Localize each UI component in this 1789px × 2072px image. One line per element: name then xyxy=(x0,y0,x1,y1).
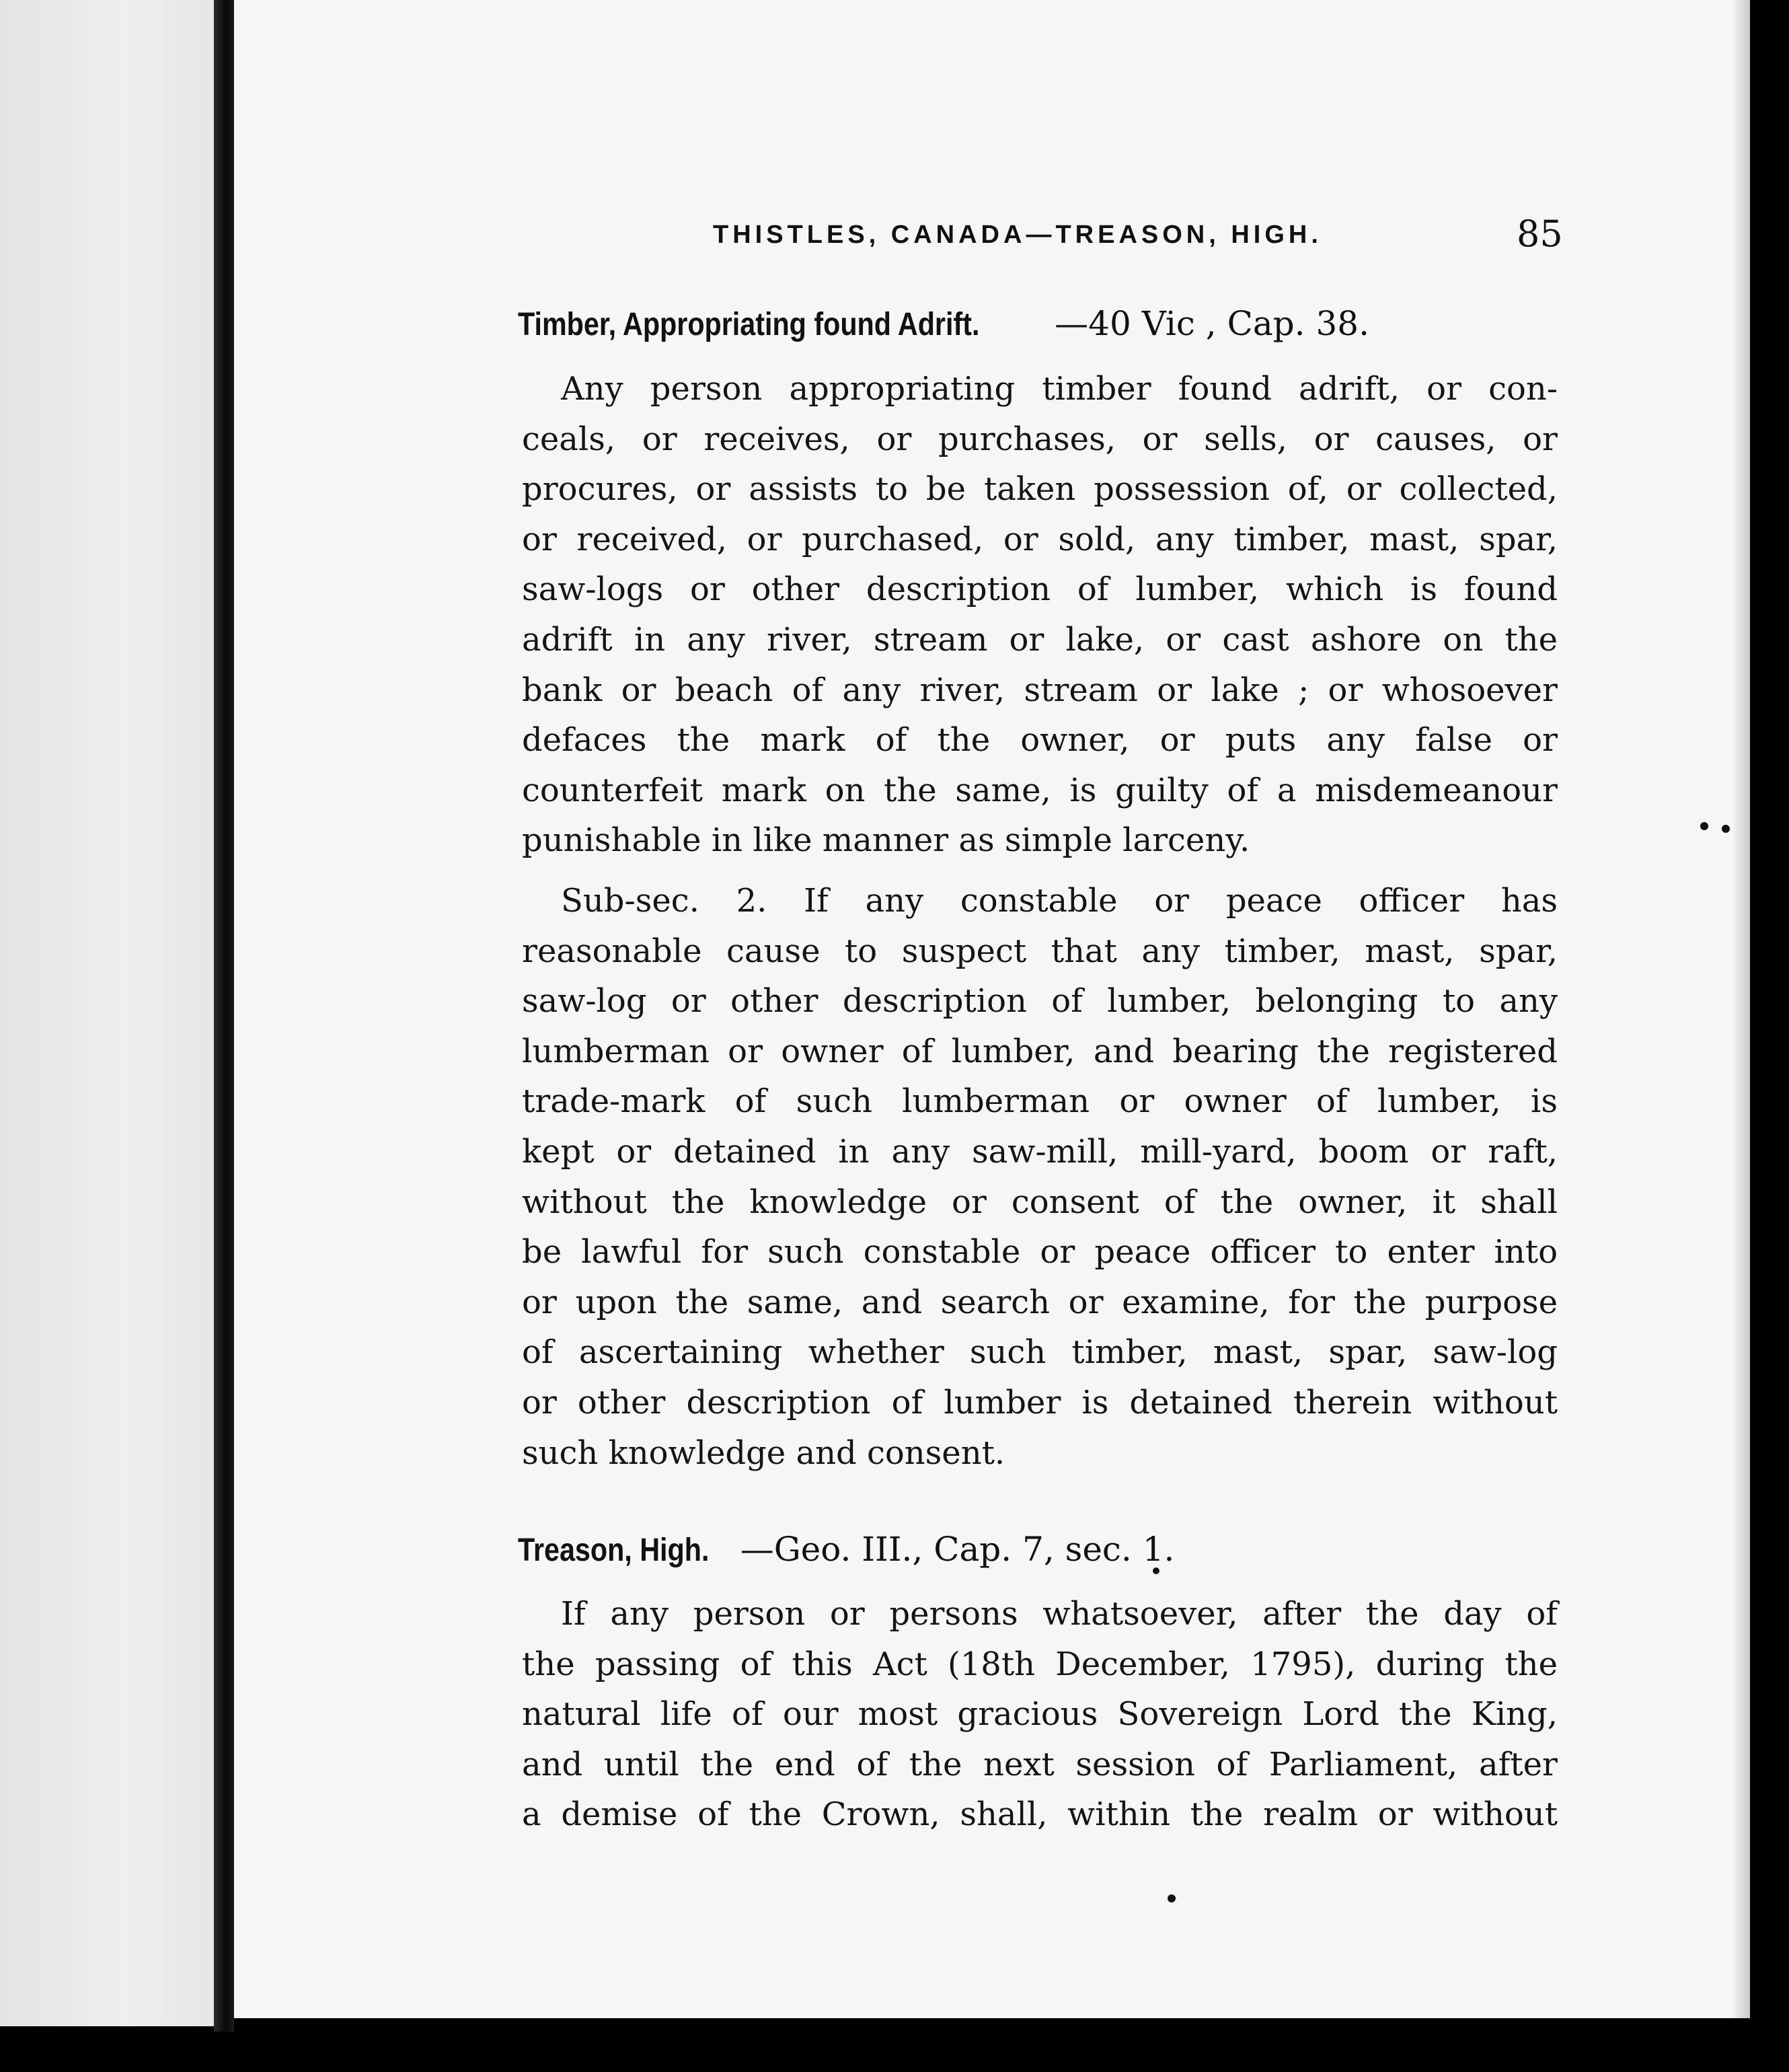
section-title: Timber, Appropriating found Adrift. xyxy=(518,307,980,342)
section-heading-treason xyxy=(518,1530,1174,1569)
section-title: Treason, High. xyxy=(518,1532,710,1568)
paragraph-timber-2 xyxy=(522,876,1558,1478)
ink-speck xyxy=(1168,1894,1176,1902)
text-line: reasonable cause to suspect that any timber, mast, spar, xyxy=(522,932,1558,970)
text-line: counterfeit mark on the same, is guilty of a misdemeanour xyxy=(522,771,1558,809)
paragraph-timber-1 xyxy=(522,364,1558,866)
text-line: kept or detained in any saw-mill, mill-yard, boom or raft, xyxy=(522,1132,1558,1171)
page-number: 85 xyxy=(1517,213,1563,255)
ink-speck xyxy=(1722,825,1730,833)
text-line: natural life of our most gracious Sovereign Lord the King, xyxy=(522,1695,1558,1734)
text-line: Any person appropriating timber found adrift, or con- xyxy=(561,370,1558,408)
section-citation: —Geo. III., Cap. 7, sec. 1. xyxy=(740,1530,1175,1569)
text-line: procures, or assists to be taken possession of, or collected, xyxy=(522,470,1558,509)
text-line: a demise of the Crown, shall, within the realm or without xyxy=(522,1796,1558,1834)
text-line: ceals, or receives, or purchases, or sells, or causes, or xyxy=(522,420,1558,458)
text-line: adrift in any river, stream or lake, or cast ashore on the xyxy=(522,620,1558,659)
section-citation: —40 Vic , Cap. 38. xyxy=(1055,304,1369,343)
page-edge-shadow xyxy=(1734,0,1750,2018)
book-gutter xyxy=(214,0,234,2032)
ink-speck xyxy=(1700,822,1708,830)
paragraph-treason-1 xyxy=(522,1589,1558,1840)
text-line: punishable in like manner as simple larceny. xyxy=(522,821,1250,860)
text-line: lumberman or owner of lumber, and bearing the registered xyxy=(522,1032,1558,1070)
text-line: without the knowledge or consent of the owner, it shall xyxy=(522,1183,1558,1221)
text-line: If any person or persons whatsoever, after the day of xyxy=(561,1595,1558,1633)
text-line: or other description of lumber is detained therein without xyxy=(522,1383,1558,1421)
text-line: be lawful for such constable or peace officer to enter into xyxy=(522,1233,1558,1271)
text-line: such knowledge and consent. xyxy=(522,1434,1005,1472)
text-line: saw-logs or other description of lumber, which is found xyxy=(522,570,1558,609)
text-line: or upon the same, and search or examine, for the purpose xyxy=(522,1283,1558,1321)
text-line: the passing of this Act (18th December, 1795), during the xyxy=(522,1645,1558,1683)
running-head: THISTLES, CANADA—TREASON, HIGH. xyxy=(713,221,1322,249)
text-line: trade-mark of such lumberman or owner of lumber, is xyxy=(522,1082,1558,1121)
text-line: and until the end of the next session of Parliament, after xyxy=(522,1745,1558,1783)
text-line: of ascertaining whether such timber, mast, spar, saw-log xyxy=(522,1333,1558,1372)
left-page-margin xyxy=(0,0,214,2026)
text-line: Sub-sec. 2. If any constable or peace officer has xyxy=(561,882,1558,920)
text-line: or received, or purchased, or sold, any timber, mast, spar, xyxy=(522,520,1558,558)
text-line: saw-log or other description of lumber, belonging to any xyxy=(522,982,1558,1021)
section-heading-timber xyxy=(518,304,1369,343)
text-line: bank or beach of any river, stream or lake ; or whosoever xyxy=(522,671,1558,709)
text-line: defaces the mark of the owner, or puts any false or xyxy=(522,721,1558,760)
